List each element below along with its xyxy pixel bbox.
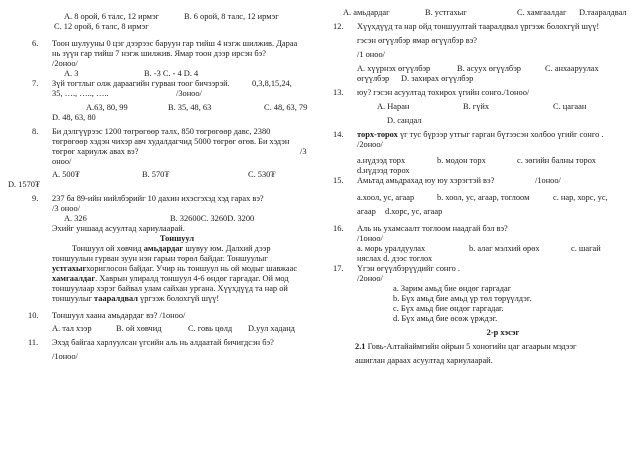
option-a: А. тал хээр bbox=[52, 324, 92, 334]
option-a: А. 3 bbox=[64, 68, 79, 78]
option-c: с. Бүх амьд бие өндөг гаргадаг. bbox=[393, 303, 504, 313]
question-text: 237 ба 89-ийн нийлбэрийг 10 дахин ихэсгэхэд хэд гарах вэ? bbox=[52, 194, 264, 204]
passage-line: устгахыгхориглосон байдаг. Учир нь тоншуул нь ой модыг шавжаас bbox=[52, 263, 298, 273]
option-d: няслах d. дээс тоглох bbox=[357, 254, 433, 264]
option-d: d.хорс, ус, агаар bbox=[385, 207, 443, 217]
question-points: оноо/ bbox=[52, 156, 72, 166]
question-points: /2оноо/ bbox=[357, 274, 383, 284]
reading-instruction: Эхийг уншаад асуултад хариулаарай. bbox=[52, 224, 185, 234]
option-a: А.63, 80, 99 bbox=[86, 102, 128, 112]
question-text: Аль нь ухамсаалт тоглоом наадгай бэл вэ? bbox=[357, 224, 508, 234]
question-number: 16. bbox=[333, 224, 344, 234]
option-c: С. цагаан bbox=[553, 101, 587, 111]
question-text: Тоншуул хаана амьдардаг вэ? /1оноо/ bbox=[52, 310, 186, 320]
option-b: b. Бүх амьд бие амьд үр төл төрүүлдэг. bbox=[393, 293, 532, 303]
question-text: гэсэн өгүүлбэр ямар өгүүлбэр вэ? bbox=[357, 35, 478, 45]
option-d: d. Бүх амьд бие өсөж үрждэг. bbox=[393, 313, 498, 323]
option-b: b. алаг мэлхий өрөх bbox=[469, 244, 540, 254]
option-b: В. 35, 48, 63 bbox=[168, 102, 212, 112]
option-a: А. хүүрнэх өгүүлбэр bbox=[357, 63, 431, 73]
option-b: В. асуух өгүүлбэр bbox=[457, 63, 521, 73]
option-c: С. анхааруулах bbox=[545, 63, 599, 73]
question-number: 10. bbox=[28, 310, 39, 320]
option-c: С. 530₮ bbox=[248, 170, 276, 180]
section-intro: ашиглан дараах асуултад хариулаарай. bbox=[355, 355, 493, 365]
question-points: /2оноо/ bbox=[52, 58, 78, 68]
question-number: 7. bbox=[32, 78, 39, 88]
question-7 bbox=[8, 79, 310, 123]
question-text: төгрөгөөр хэдэн чихэр авч худалдагчид 5000 төгрөг өгөв. Би хэдэн bbox=[52, 136, 290, 146]
right-column bbox=[333, 8, 633, 365]
passage-line: тоншуулыг тааралдвал үргээж болохгүй шүү! bbox=[52, 293, 220, 303]
left-column bbox=[8, 12, 310, 362]
question-number: 6. bbox=[32, 39, 39, 48]
option-b: b. хоол, ус, агаар, тоглоом bbox=[437, 193, 530, 203]
option-d: D.тааралдвал bbox=[579, 8, 627, 17]
question-points: /3 оноо/ bbox=[52, 204, 80, 214]
question-17 bbox=[333, 264, 633, 323]
question-points: /1оноо/ bbox=[52, 352, 78, 362]
option-d: D. 1570₮ bbox=[8, 180, 41, 190]
question-6 bbox=[8, 39, 310, 79]
option-c: С. хамгаалдаг bbox=[517, 8, 567, 17]
question-points: /3 bbox=[300, 146, 307, 156]
option-d: D. захирах өгүүлбэр bbox=[401, 73, 474, 83]
question-12 bbox=[333, 22, 633, 32]
question-number: 11. bbox=[28, 338, 39, 348]
question-points: /1 оноо/ bbox=[357, 49, 385, 59]
question-13 bbox=[333, 88, 633, 126]
question-16 bbox=[333, 224, 633, 244]
question-text: торх-торох үг тус бүрээр утгыг гарган бүтээсэн холбоо үгийг сонго . bbox=[357, 129, 604, 139]
question-text: Эхэд байгаа харлуулсан үгсийн аль нь алдаатай бичигдсэн бэ? bbox=[52, 338, 274, 348]
option-c: С. говь цөлд bbox=[188, 324, 233, 334]
passage-line: тоншуулын гурван зуун нэн гарын төрөл байдаг. Тоншуулыг bbox=[52, 253, 268, 263]
q11-options bbox=[333, 8, 633, 18]
question-number: 12. bbox=[333, 22, 344, 31]
question-text: 35, …., ….., ….. bbox=[52, 88, 109, 98]
option-a: А. амьдардаг bbox=[343, 8, 390, 17]
option-d: d.нүдээд торох bbox=[357, 166, 410, 176]
prev-question-options bbox=[8, 12, 310, 22]
question-text: Хүүхдүүд та нар ойд тоншуултай тааралдвал үргээж болохгүй шүү! bbox=[357, 22, 600, 31]
question-text: юу? гэсэн асуултад тохирох үгийн сонго./1оноо/ bbox=[357, 87, 530, 97]
option-a: а. морь уралдуулах bbox=[357, 244, 426, 254]
option-b: В. гүйх bbox=[463, 101, 490, 111]
option-b: В. ой хөвчид bbox=[116, 324, 162, 334]
option-a: а.нүдээд торх bbox=[357, 156, 406, 166]
option-c: С. 12 орой, 6 талс, 8 ирмэг bbox=[54, 22, 149, 31]
section-intro: 2.1 Говь-Алтайаймгийн ойрын 5 хоногийн цаг агаарын мэдээг bbox=[355, 341, 577, 351]
passage-line: тоншуулаар хэрэг байвал улам сайхан ургана. Хүүхдүүд та нар ой bbox=[52, 283, 288, 293]
option-b: В. -3 С. - 4 D. 4 bbox=[144, 68, 199, 78]
option-c-cont: өгүүлбэр bbox=[357, 73, 390, 83]
question-text: Зүй тогтлыг олж дараагийн гурван тоог бичээрэй. bbox=[52, 78, 230, 88]
question-10 bbox=[8, 311, 310, 335]
question-text: Тоон шулууны 0 цэг дээрээс баруун гар тийш 4 нэгж шилжив. Дараа bbox=[52, 39, 298, 48]
option-a: А. 326 bbox=[64, 214, 87, 224]
option-bcd: В. 32600С. 3260D. 3200 bbox=[170, 214, 255, 224]
number-sequence: 0,3,8,15,24, bbox=[252, 78, 292, 88]
question-text: Үгэн өгүүлбэрүүдийг сонго . bbox=[357, 264, 460, 274]
question-text: Би дэлгүүрээс 1200 төгрөгөөр талх, 850 төгрөгөөр давс, 2380 bbox=[52, 126, 271, 136]
option-a: а.хоол, ус, агаар bbox=[357, 193, 415, 203]
option-d: D. 48, 63, 80 bbox=[52, 112, 96, 122]
option-a: А. Наран bbox=[377, 101, 410, 111]
question-number: 13. bbox=[333, 87, 344, 97]
question-points: /1оноо/ bbox=[357, 234, 383, 244]
question-8 bbox=[8, 127, 310, 181]
option-b: В. 6 орой, 8 талс, 12 ирмэг bbox=[184, 12, 279, 21]
passage-line: хамгаалдаг. Хаврын улиралд тоншуул 4-6 өндөг гаргадаг. Ой мод bbox=[52, 273, 289, 283]
option-b: В. 570₮ bbox=[142, 170, 170, 180]
option-b: b. модон торх bbox=[437, 156, 486, 166]
passage-line: Тоншуул ой хөвчид амьдардаг шувуу юм. Далхий дээр bbox=[72, 244, 271, 254]
section-title: 2-р хэсэг bbox=[486, 327, 520, 337]
question-9 bbox=[8, 194, 310, 303]
question-number: 14. bbox=[333, 129, 344, 139]
question-14 bbox=[333, 130, 633, 150]
passage-title: Тоншуул bbox=[159, 234, 195, 244]
question-points: /2оноо/ bbox=[357, 139, 383, 149]
option-c: с. шагай bbox=[571, 244, 601, 254]
question-11 bbox=[8, 338, 310, 362]
question-points: /1оноо/ bbox=[535, 176, 561, 186]
question-number: 15. bbox=[333, 176, 344, 186]
question-number: 8. bbox=[32, 126, 39, 136]
option-d: D. сандал bbox=[387, 115, 422, 125]
question-number: 17. bbox=[333, 264, 344, 274]
question-points: /3оноо/ bbox=[176, 88, 202, 98]
option-c: с. нар, хорс, ус, bbox=[553, 193, 608, 203]
option-a: А. 8 орой, 6 талс, 12 ирмэг bbox=[64, 12, 160, 21]
question-text: төгрөг хариулж авах вэ? bbox=[52, 146, 139, 156]
option-d: D.уул хаданд bbox=[248, 324, 295, 334]
option-c: С. 48, 63, 79 bbox=[264, 102, 308, 112]
option-a: А. 500₮ bbox=[52, 170, 80, 180]
question-text: нь зүүн гар тийш 7 нэгж шилжив. Ямар тоон дээр ирсэн бэ? bbox=[52, 48, 266, 58]
question-text: Амьтад амьдрахад юу юу хэрэгтэй вэ? bbox=[357, 176, 495, 186]
option-a: а. Зарим амьд бие өндөг гаргадаг bbox=[393, 284, 512, 294]
option-b: В. устгахыг bbox=[425, 8, 467, 17]
option-c-cont: агаар bbox=[357, 207, 376, 217]
question-number: 9. bbox=[32, 194, 39, 204]
question-15 bbox=[333, 176, 633, 186]
option-c: с. зөгийн балны торох bbox=[517, 156, 596, 166]
